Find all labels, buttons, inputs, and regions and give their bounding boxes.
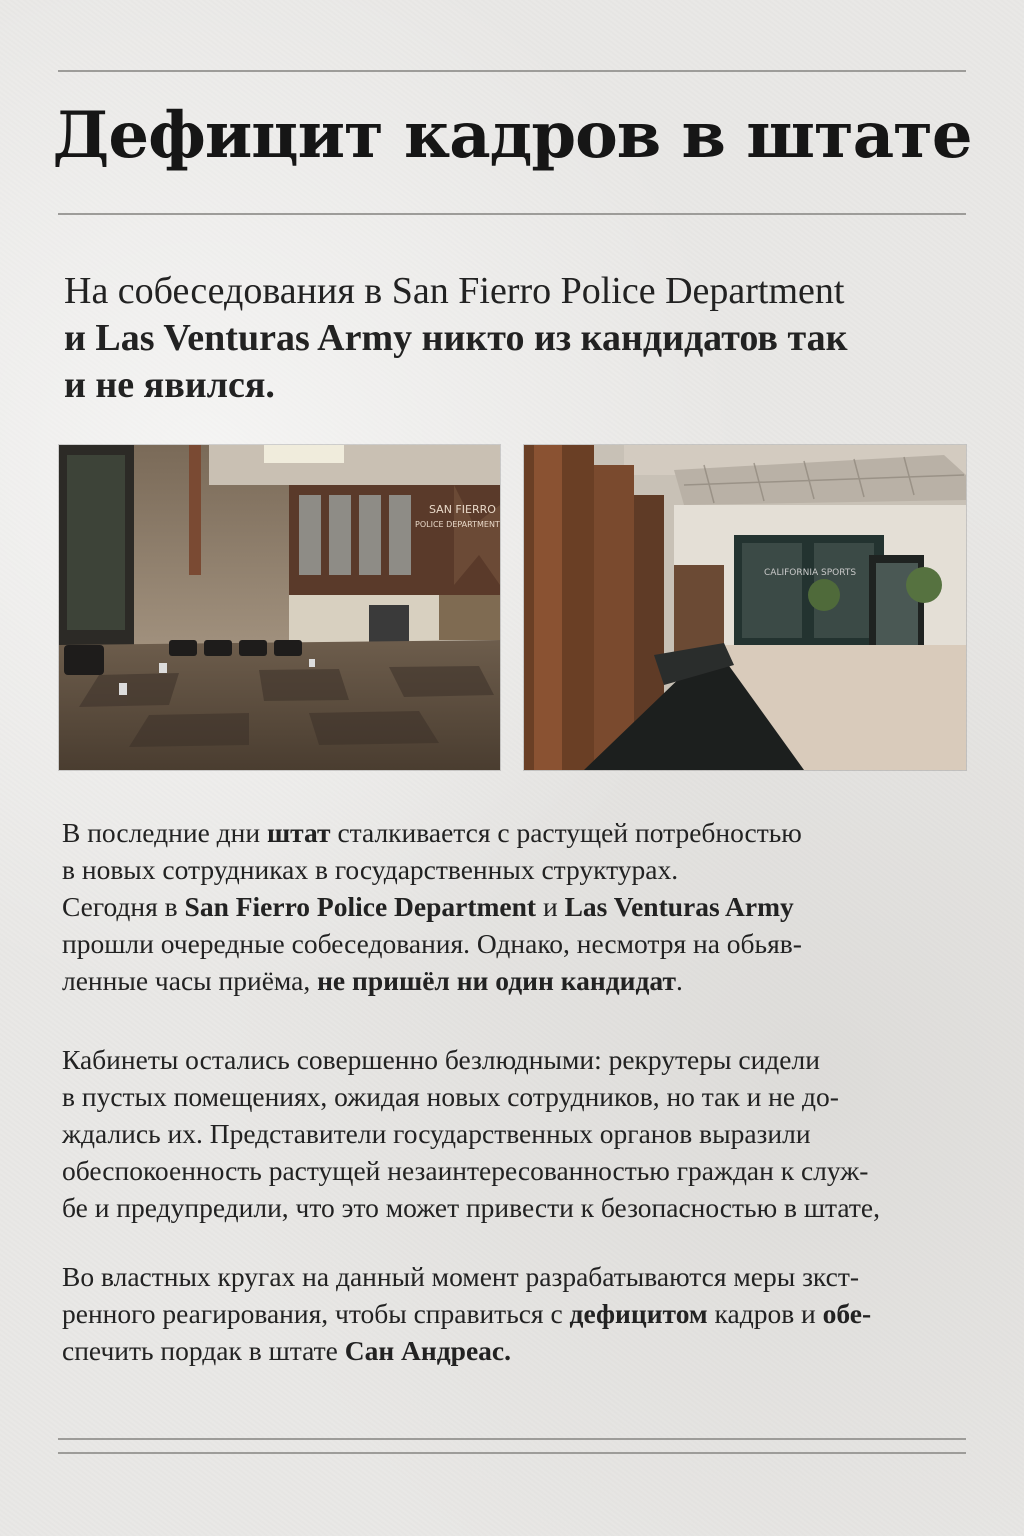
p2-l4: обеспокоенность растущей незаинтересованностью граждан к служ- <box>62 1155 869 1186</box>
bottom-rule-2 <box>58 1452 966 1454</box>
p2-l5: бе и предупредили, что это может привести к безопасностью в штате, <box>62 1192 880 1223</box>
p1-l4: прошли очередные собеседования. Однако, несмотря на обьяв- <box>62 928 802 959</box>
army-sign: CALIFORNIA SPORTS <box>764 568 857 578</box>
lede-line-3: и не явился. <box>64 364 275 406</box>
p1-l1-b: штат <box>266 817 331 848</box>
p3-l1: Во властных кругах на данный момент разрабатываются меры зкст- <box>62 1261 859 1292</box>
p2-l2: в пустых помещениях, ожидая новых сотрудников, но так и не до- <box>62 1081 839 1112</box>
p1-l1-c: сталкивается с растущей потребностью <box>330 817 802 848</box>
p1-l3-d: Las Venturas Army <box>564 891 794 922</box>
p1-l5-b: не пришёл ни один кандидат <box>317 965 676 996</box>
police-sign-line-2: POLICE DEPARTMENT <box>415 520 500 529</box>
p1-l5-c: . <box>675 965 683 996</box>
p3-l2-c: кадров и <box>707 1298 823 1329</box>
lede <box>64 268 974 409</box>
title-rule <box>58 213 966 215</box>
army-hall-interior-photo <box>524 445 966 770</box>
p1-l2: в новых сотрудниках в государственных структурах. <box>62 854 679 885</box>
p2-l1: Кабинеты остались совершенно безлюдными: рекрутеры сидели <box>62 1044 820 1075</box>
paragraph-2 <box>62 1041 972 1226</box>
police-department-lobby-photo <box>59 445 500 770</box>
bottom-rule-1 <box>58 1438 966 1440</box>
p1-l1-a: В последние дни <box>62 817 267 848</box>
p2-l3: ждались их. Представители государственных органов выразили <box>62 1118 811 1149</box>
p3-l2-b: дефицитом <box>569 1298 708 1329</box>
police-sign-line-1: SAN FIERRO <box>429 503 496 516</box>
p3-l2-d: обе- <box>822 1298 872 1329</box>
paragraph-3 <box>62 1258 972 1369</box>
top-rule <box>58 70 966 72</box>
lede-line-2a: и <box>64 317 96 359</box>
p3-l3-a: спечить пордак в штате <box>62 1335 345 1366</box>
p1-l3-b: San Fierro Police Department <box>184 891 537 922</box>
p1-l5-a: ленные часы приёма, <box>62 965 318 996</box>
p3-l3-b: Сан Андреас. <box>344 1335 511 1366</box>
page-title: Дефицит кадров в штате <box>52 98 972 173</box>
p3-l2-a: ренного реагирования, чтобы справиться с <box>62 1298 570 1329</box>
p1-l3-a: Сегодня в <box>62 891 185 922</box>
lede-line-1: На собеседования в San Fierro Police Department <box>64 270 845 312</box>
p1-l3-c: и <box>536 891 565 922</box>
lede-line-2b: Las Venturas Army никто из кандидатов так <box>95 317 848 359</box>
paragraph-1 <box>62 814 972 999</box>
